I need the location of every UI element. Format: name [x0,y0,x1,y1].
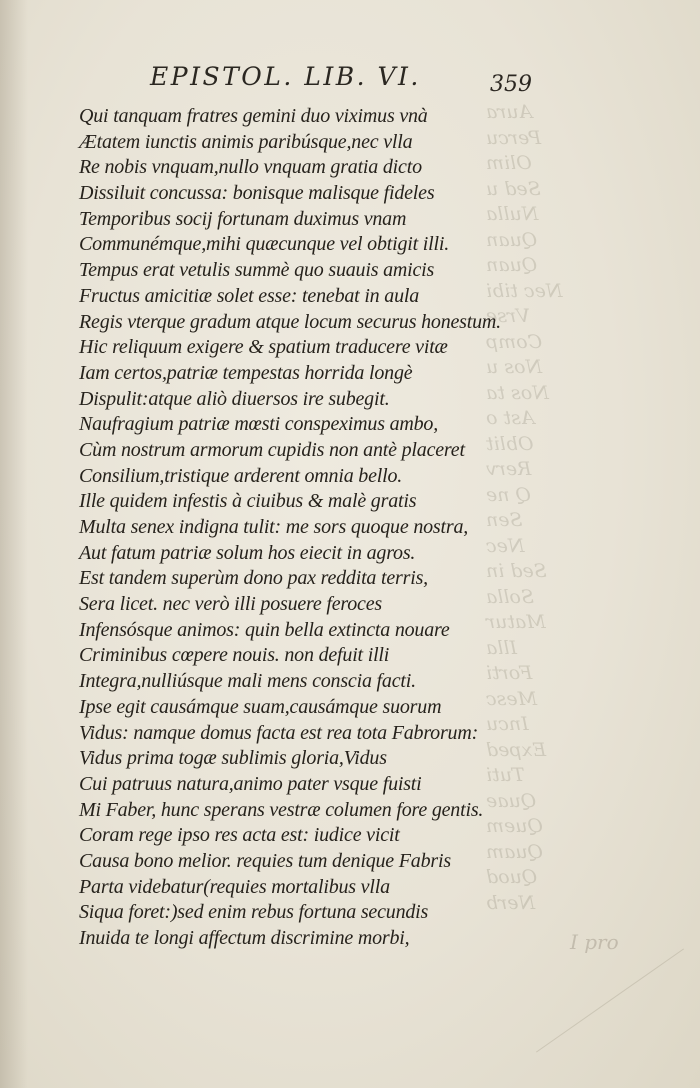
verse-block [79,104,499,952]
verse-line: Naufragium patriæ mœsti conspeximus ambo, [79,413,439,436]
verse-line: Parta videbatur(requies mortalibus vlla [79,875,390,898]
show-through-text: Aura Percu Olim Sed u Nulla Quan Quan Nec tibi Vrse Comp Nos u Nos ta Ast o Oblit Rerv Q ne Sen Nec Sed in Solla Matur Illa Forti Mesc Incu Exped Tuti Quae Quem Quam Quod Nerb [486,101,563,914]
page-number: 359 [490,72,532,97]
verse-line: Causa bono melior. requies tum denique Fabris [79,849,451,872]
gutter-shadow [0,0,28,1088]
verse-line: Temporibus socij fortunam duximus vnam [79,207,407,230]
verse-line: Vidus: namque domus facta est rea tota Fabrorum: [79,721,479,744]
verse-line: Iam certos,patriæ tempestas horrida longè [79,361,413,384]
verse-line: Tempus erat vetulis summè quo suauis amicis [79,259,435,282]
verse-line: Coram rege ipso res acta est: iudice vicit [79,824,400,847]
verse-line: Qui tanquam fratres gemini duo viximus vnà [79,105,428,127]
verse-line: Consilium,tristique arderent omnia bello. [79,464,403,487]
verse-line: Cùm nostrum armorum cupidis non antè placeret [79,438,465,461]
verse-line: Cui patruus natura,animo pater vsque fuisti [79,772,422,795]
verse-line: Hic reliquum exigere & spatium traducere vitæ [79,336,448,359]
verse-line: Ipse egit causámque suam,causámque suorum [79,695,442,718]
verse-line: Dispulit:atque aliò diuersos ire subegit. [79,387,390,410]
verse-line: Communémque,mihi quæcunque vel obtigit illi. [79,233,450,256]
page-header [150,62,530,98]
verse-line: Dissiluit concussa: bonisque malisque fideles [79,182,435,205]
verse-line: Regis vterque gradum atque locum securus honestum. [79,310,501,333]
verse-line: Inuida te longi affectum discrimine morbi, [79,927,410,949]
verse-line: Vidus prima togæ sublimis gloria,Vidus [79,747,387,770]
verse-line: Multa senex indigna tulit: me sors quoque nostra, [79,516,469,538]
verse-line: Mi Faber, hunc sperans vestræ columen fore gentis. [79,798,484,821]
verse-line: Infensósque animos: quin bella extincta nouare [79,618,450,641]
verse-line: Siqua foret:)sed enim rebus fortuna secundis [79,901,429,924]
verse-line: Re nobis vnquam,nullo vnquam gratia dicto [79,156,422,179]
verse-line: Est tandem superùm dono pax reddita terris, [79,567,428,590]
verse-line: Criminibus cœpere nouis. non defuit illi [79,644,390,667]
paper-crease [536,948,684,1052]
verse-line: Ille quidem infestis à ciuibus & malè gratis [79,490,417,513]
running-head: EPISTOL. LIB. VI. [150,62,421,91]
verse-line: Fructus amicitiæ solet esse: tenebat in aula [79,284,420,307]
verse-line: Sera licet. nec verò illi posuere feroces [79,593,382,616]
verse-line: Integra,nulliúsque mali mens conscia facti. [79,670,416,693]
verse-line: Aut fatum patriæ solum hos eiecit in agros. [79,541,416,564]
verse-line: Ætatem iunctis animis paribúsque,nec vlla [79,130,413,153]
show-through-mark: I pro [570,930,619,954]
